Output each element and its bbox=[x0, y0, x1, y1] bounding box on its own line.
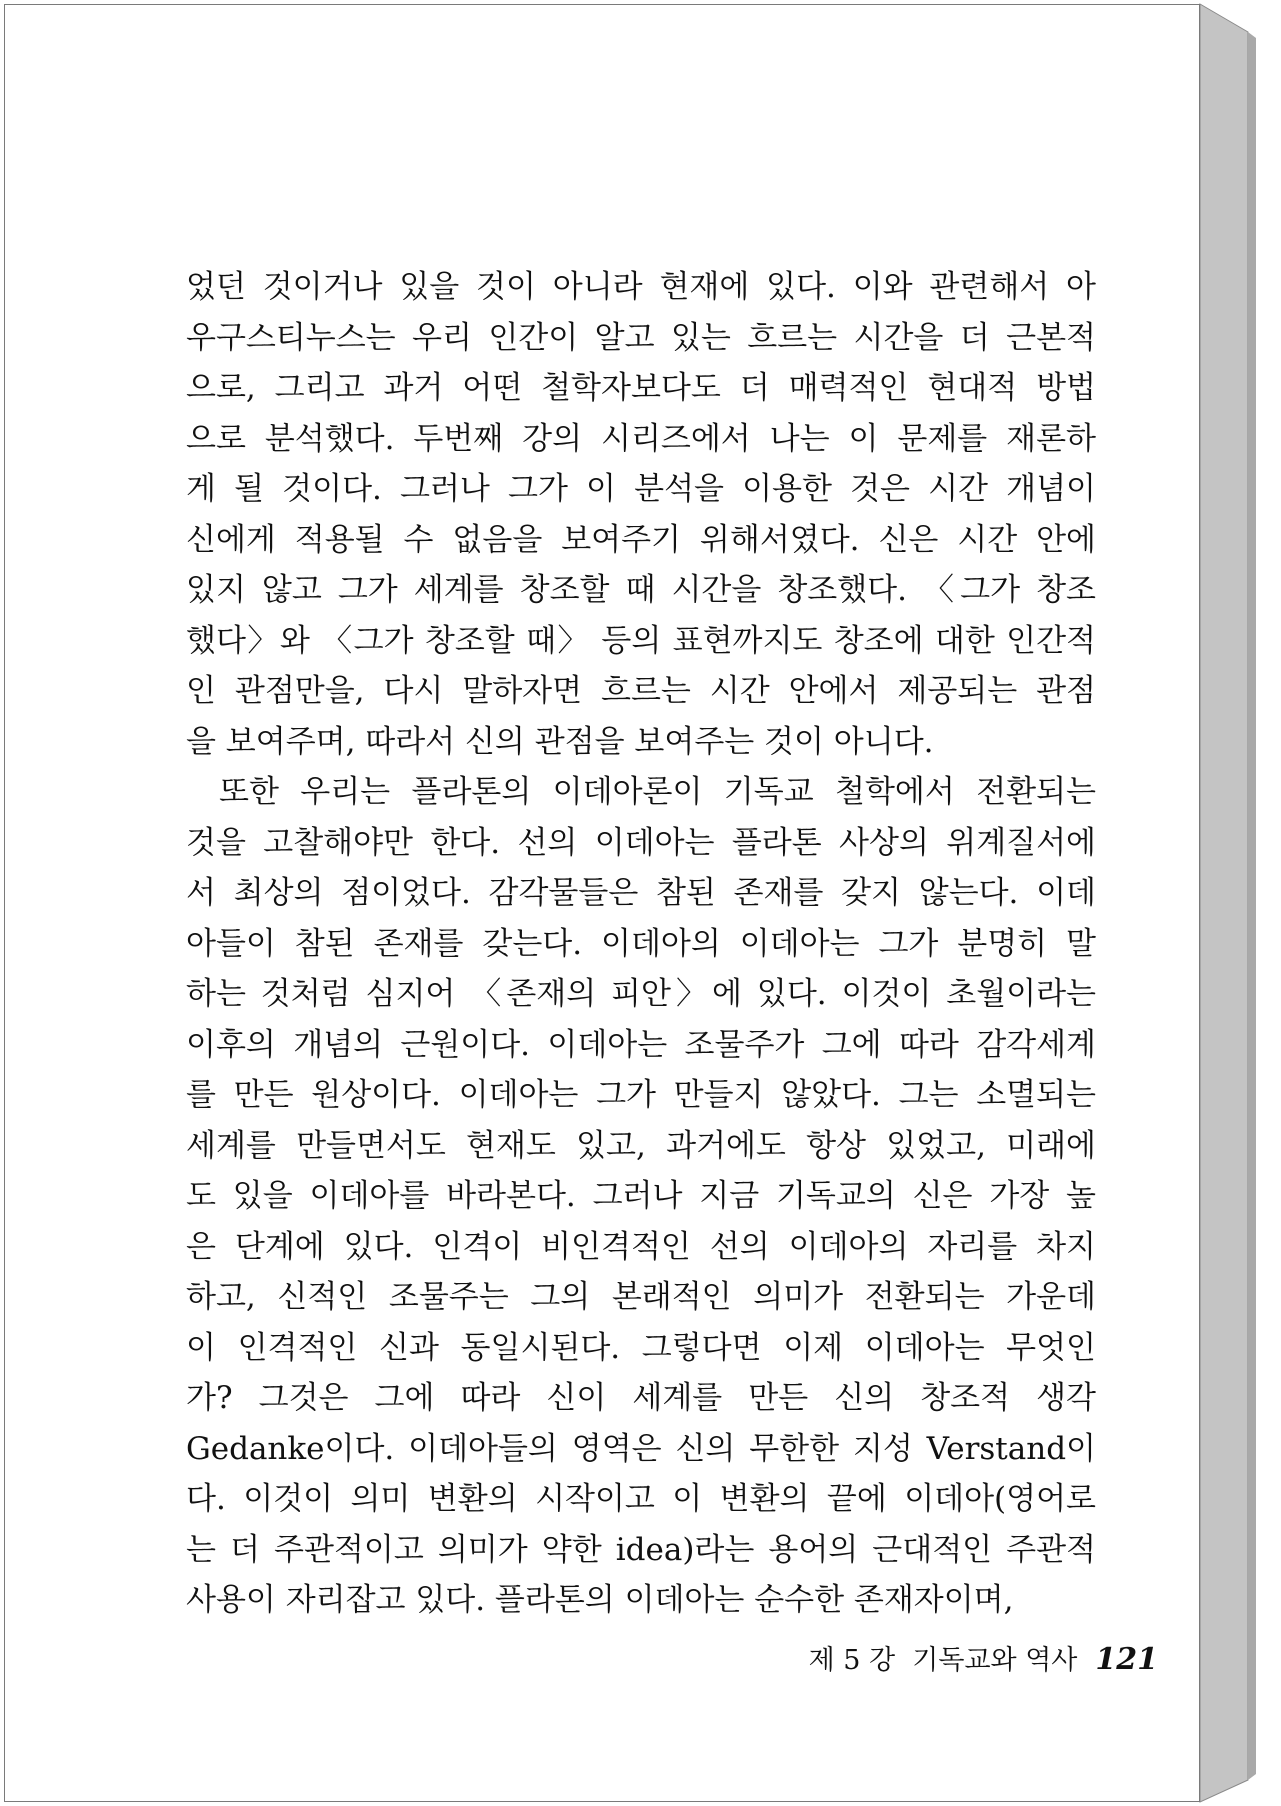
text-line: 이후의 개념의 근원이다. 이데아는 조물주가 그에 따라 감각세계 bbox=[186, 1026, 1096, 1063]
text-line: 세계를 만들면서도 현재도 있고, 과거에도 항상 있었고, 미래에 bbox=[186, 1127, 1096, 1164]
text-line: 으로, 그리고 과거 어떤 철학자보다도 더 매력적인 현대적 방법 bbox=[186, 370, 1096, 406]
text-line: 사용이 자리잡고 있다. 플라톤의 이데아는 순수한 존재자이며, bbox=[186, 1582, 1014, 1618]
text-line: 를 만든 원상이다. 이데아는 그가 만들지 않았다. 그는 소멸되는 bbox=[186, 1077, 1096, 1113]
text-line: 있지 않고 그가 세계를 창조할 때 시간을 창조했다. 〈그가 창조 bbox=[186, 572, 1096, 608]
text-line: 신에게 적용될 수 없음을 보여주기 위해서였다. 신은 시간 안에 bbox=[186, 521, 1096, 558]
text-line: 이 인격적인 신과 동일시된다. 그렇다면 이제 이데아는 무엇인 bbox=[186, 1329, 1096, 1366]
running-footer-chapter: 제 5 강 기독교와 역사 bbox=[808, 1645, 1078, 1676]
text-line: 우구스티누스는 우리 인간이 알고 있는 흐르는 시간을 더 근본적 bbox=[186, 319, 1096, 356]
page-number: 121 bbox=[1095, 1642, 1158, 1677]
text-line: 다. 이것이 의미 변환의 시작이고 이 변환의 끝에 이데아(영어로 bbox=[186, 1481, 1096, 1517]
text-line: 것을 고찰해야만 한다. 선의 이데아는 플라톤 사상의 위계질서에 bbox=[186, 824, 1096, 861]
text-line: 하는 것처럼 심지어 〈존재의 피안〉에 있다. 이것이 초월이라는 bbox=[186, 976, 1096, 1012]
text-line: Gedanke이다. 이데아들의 영역은 신의 무한한 지성 Verstand이 bbox=[186, 1430, 1096, 1467]
text-line: 게 될 것이다. 그러나 그가 이 분석을 이용한 것은 시간 개념이 bbox=[186, 471, 1096, 507]
text-line: 했다〉와 〈그가 창조할 때〉 등의 표현까지도 창조에 대한 인간적 bbox=[186, 622, 1096, 659]
text-line: 는 더 주관적이고 의미가 약한 idea)라는 용어의 근대적인 주관적 bbox=[186, 1531, 1096, 1568]
text-line: 은 단계에 있다. 인격이 비인격적인 선의 이데아의 자리를 차지 bbox=[186, 1228, 1096, 1265]
text-line: 아들이 참된 존재를 갖는다. 이데아의 이데아는 그가 분명히 말 bbox=[186, 925, 1096, 962]
page-footer bbox=[809, 1638, 1158, 1677]
text-line: 인 관점만을, 다시 말하자면 흐르는 시간 안에서 제공되는 관점 bbox=[186, 673, 1096, 709]
text-line: 서 최상의 점이었다. 감각물들은 참된 존재를 갖지 않는다. 이데 bbox=[186, 875, 1096, 911]
text-line: 하고, 신적인 조물주는 그의 본래적인 의미가 전환되는 가운데 bbox=[186, 1279, 1096, 1315]
text-line: 으로 분석했다. 두번째 강의 시리즈에서 나는 이 문제를 재론하 bbox=[186, 420, 1096, 457]
text-line: 도 있을 이데아를 바라본다. 그러나 지금 기독교의 신은 가장 높 bbox=[186, 1178, 1096, 1214]
text-line: 또한 우리는 플라톤의 이데아론이 기독교 철학에서 전환되는 bbox=[219, 774, 1096, 810]
body-text bbox=[186, 262, 1096, 1626]
text-line: 가? 그것은 그에 따라 신이 세계를 만든 신의 창조적 생각 bbox=[186, 1380, 1096, 1416]
text-line: 을 보여주며, 따라서 신의 관점을 보여주는 것이 아니다. bbox=[186, 723, 934, 760]
text-line: 었던 것이거나 있을 것이 아니라 현재에 있다. 이와 관련해서 아 bbox=[186, 269, 1096, 305]
